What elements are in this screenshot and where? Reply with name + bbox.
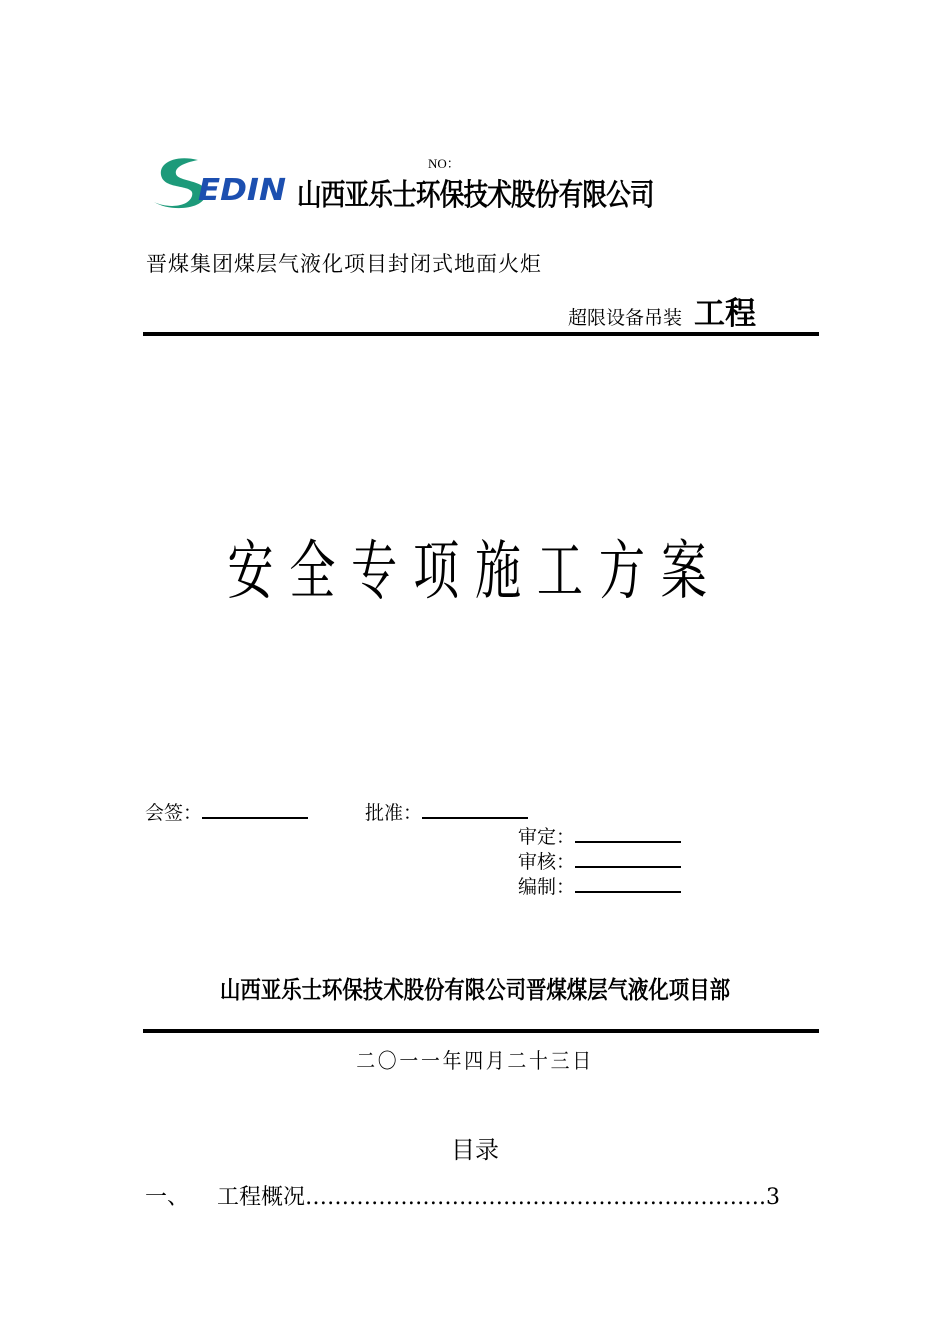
toc-title: 目录 [451,1136,499,1164]
toc-item-page: 3 [766,1185,781,1210]
project-subtitle [568,288,756,333]
project-name: 晋煤集团煤层气液化项目封闭式地面火炬 [146,252,542,276]
signature-blank [202,801,308,819]
toc-item-leader: ……………………………………………..………. [305,1185,767,1210]
signature-blank [575,850,681,868]
signature-label: 审核： [518,851,576,873]
signature-countersign [145,798,308,825]
signature-finalize [518,822,681,849]
footer-divider [143,1029,819,1033]
signature-label: 编制： [518,876,576,898]
project-subtitle-suffix: 工程 [694,296,757,332]
document-date: 二〇一一年四月二十三日 [356,1049,594,1073]
toc-item-label: 工程概况 [217,1185,306,1210]
header-divider [143,332,819,336]
signature-blank [422,801,528,819]
signature-label: 审定： [518,826,576,848]
signature-compile [518,872,681,899]
signature-blank [575,825,681,843]
company-name: 山西亚乐士环保技术股份有限公司 [297,178,654,213]
signature-label: 批准： [365,802,423,824]
company-logo [152,152,292,214]
project-subtitle-prefix: 超限设备吊装 [568,307,683,329]
signature-label: 会签： [145,802,203,824]
signature-approve [365,798,528,825]
toc-item-number: 一、 [145,1185,190,1210]
signature-blank [575,875,681,893]
page-title: 安全专项施工方案 [227,535,723,609]
toc-item[interactable] [145,1180,780,1211]
document-number-label: NO： [428,156,460,171]
signature-review [518,847,681,874]
department-name: 山西亚乐士环保技术股份有限公司晋煤煤层气液化项目部 [220,976,730,1004]
logo-wordmark: EDIN [198,173,286,208]
